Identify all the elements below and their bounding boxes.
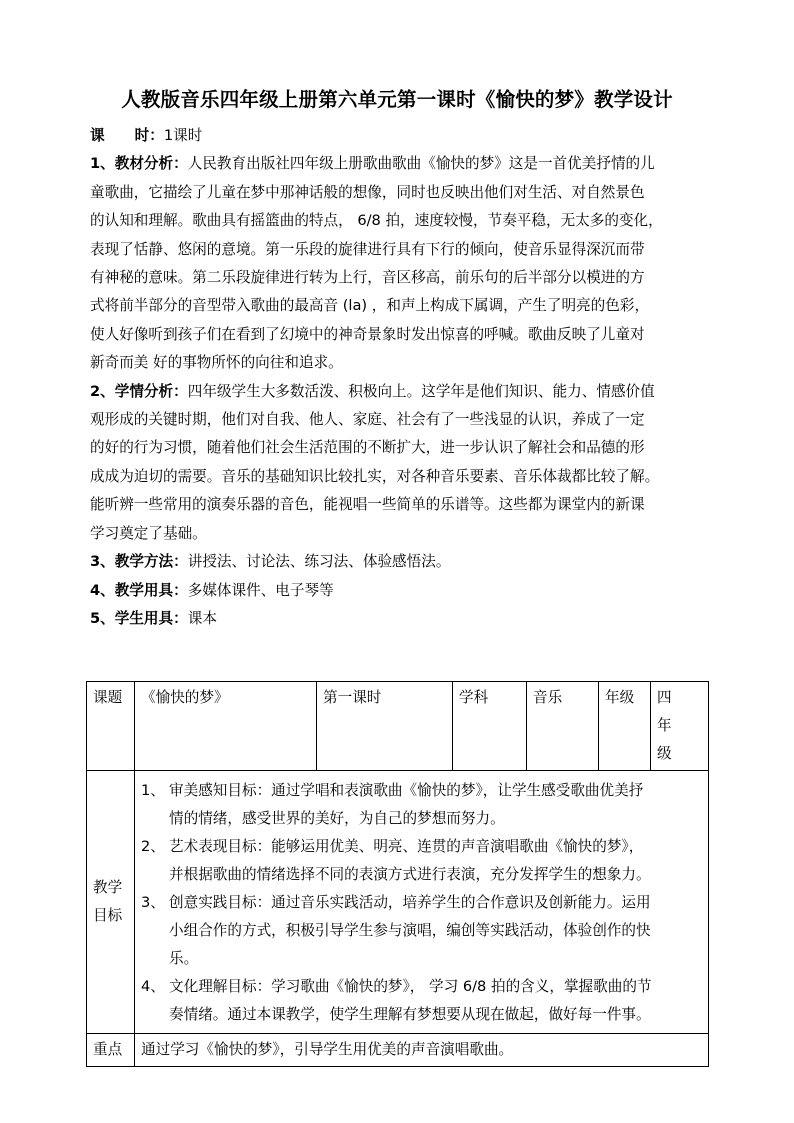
duration-value: 1课时 [163, 127, 203, 144]
analysis-line: 有神秘的意味。第二乐段旋律进行转为上行，音区移高，前乐句的后半部分以模进的方 [90, 269, 645, 287]
subject-label: 学科 [453, 682, 527, 771]
lesson-intro [90, 122, 710, 633]
grade-value: 四年 级 [651, 682, 709, 771]
analysis-section [90, 150, 710, 377]
lesson-plan-table [86, 681, 709, 1067]
analysis-heading: 1、教材分析： [90, 155, 188, 173]
lesson-value: 第一课时 [317, 682, 453, 771]
duration-line [90, 122, 710, 150]
goal-item: 4、 文化理解目标：学习歌曲《愉快的梦》， 学习 6/8 拍的含义，掌握歌曲的节 奏情绪。通过本课教学，使学生理解有梦想要从现在做起，做好每一件事。 [141, 978, 652, 1023]
analysis-line: 人民教育出版社四年级上册歌曲歌曲《愉快的梦》这是一首优美抒情的儿 [187, 155, 655, 173]
goal-item: 1、 审美感知目标：通过学唱和表演歌曲《愉快的梦》，让学生感受歌曲优美抒 情的情绪，感受世界的美好，为自己的梦想而努力。 [141, 782, 644, 827]
document-title: 人教版音乐四年级上册第六单元第一课时《愉快的梦》教学设计 [121, 88, 673, 111]
table-row-focus [87, 1034, 709, 1067]
goal-item: 2、 艺术表现目标：能够运用优美、明亮、连贯的声音演唱歌曲《愉快的梦》， 并根据歌曲的情绪选择不同的表演方式进行表演，充分发挥学生的想象力。 [141, 838, 651, 883]
duration-label-a: 课 [90, 127, 105, 144]
goals-label: 教学 目标 [87, 771, 135, 1034]
analysis-line: 新奇而美 好的事物所怀的向往和追求。 [90, 354, 343, 372]
student-tools-text: 课本 [187, 609, 217, 627]
subject-value: 音乐 [527, 682, 599, 771]
student-tools-line [90, 605, 710, 633]
students-section [90, 378, 710, 548]
analysis-line: 使人好像听到孩子们在看到了幻境中的神奇景象时发出惊喜的呼喊。歌曲反映了儿童对 [90, 325, 645, 343]
tools-heading: 4、教学用具： [90, 581, 188, 599]
analysis-line: 童歌曲，它描绘了儿童在梦中那神话般的想像，同时也反映出他们对生活、对自然景色 [90, 183, 645, 201]
focus-label: 重点 [87, 1034, 135, 1067]
grade-label: 年级 [599, 682, 651, 771]
table-row-header [87, 682, 709, 771]
methods-text: 讲授法、讨论法、练习法、体验感悟法。 [187, 553, 451, 571]
students-line: 能听辨一些常用的演奏乐器的音色，能视唱一些简单的乐谱等。这些都为课堂内的新课 [90, 496, 645, 514]
tools-text: 多媒体课件、电子琴等 [187, 581, 334, 599]
students-line: 四年级学生大多数活泼、积极向上。这学年是他们知识、能力、情感价值 [187, 382, 655, 400]
methods-line [90, 548, 710, 576]
topic-label: 课题 [87, 682, 135, 771]
students-line: 学习奠定了基础。 [90, 524, 207, 542]
goal-item: 3、 创意实践目标：通过音乐实践活动，培养学生的合作意识及创新能力。运用 小组合作的方式，积极引导学生参与演唱，编创等实践活动，体验创作的快 乐。 [141, 894, 651, 967]
students-line: 观形成的关键时期，他们对自我、他人、家庭、社会有了一些浅显的认识，养成了一定 [90, 411, 645, 429]
table-row-goals [87, 771, 709, 1034]
topic-value: 《愉快的梦》 [135, 682, 317, 771]
methods-heading: 3、教学方法： [90, 553, 188, 571]
analysis-line: 表现了恬静、悠闲的意境。第一乐段的旋律进行具有下行的倾向，使音乐显得深沉而带 [90, 240, 645, 258]
focus-text: 通过学习《愉快的梦》，引导学生用优美的声音演唱歌曲。 [135, 1034, 709, 1067]
duration-label-b: 时： [134, 127, 164, 144]
student-tools-heading: 5、学生用具： [90, 609, 188, 627]
analysis-line: 的认知和理解。歌曲具有摇篮曲的特点， 6/8 拍，速度较慢，节奏平稳，无太多的变化， [90, 212, 663, 230]
students-line: 的好的行为习惯，随着他们社会生活范围的不断扩大，进一步认识了解社会和品德的形 [90, 439, 645, 457]
analysis-line: 式将前半部分的音型带入歌曲的最高音 (la) ，和声上构成下属调，产生了明亮的色彩， [90, 297, 650, 315]
goals-cell [135, 771, 709, 1034]
tools-line [90, 577, 710, 605]
students-heading: 2、学情分析： [90, 382, 188, 400]
students-line: 成成为迫切的需要。音乐的基础知识比较扎实，对各种音乐要素、音乐体裁都比较了解。 [90, 467, 660, 485]
